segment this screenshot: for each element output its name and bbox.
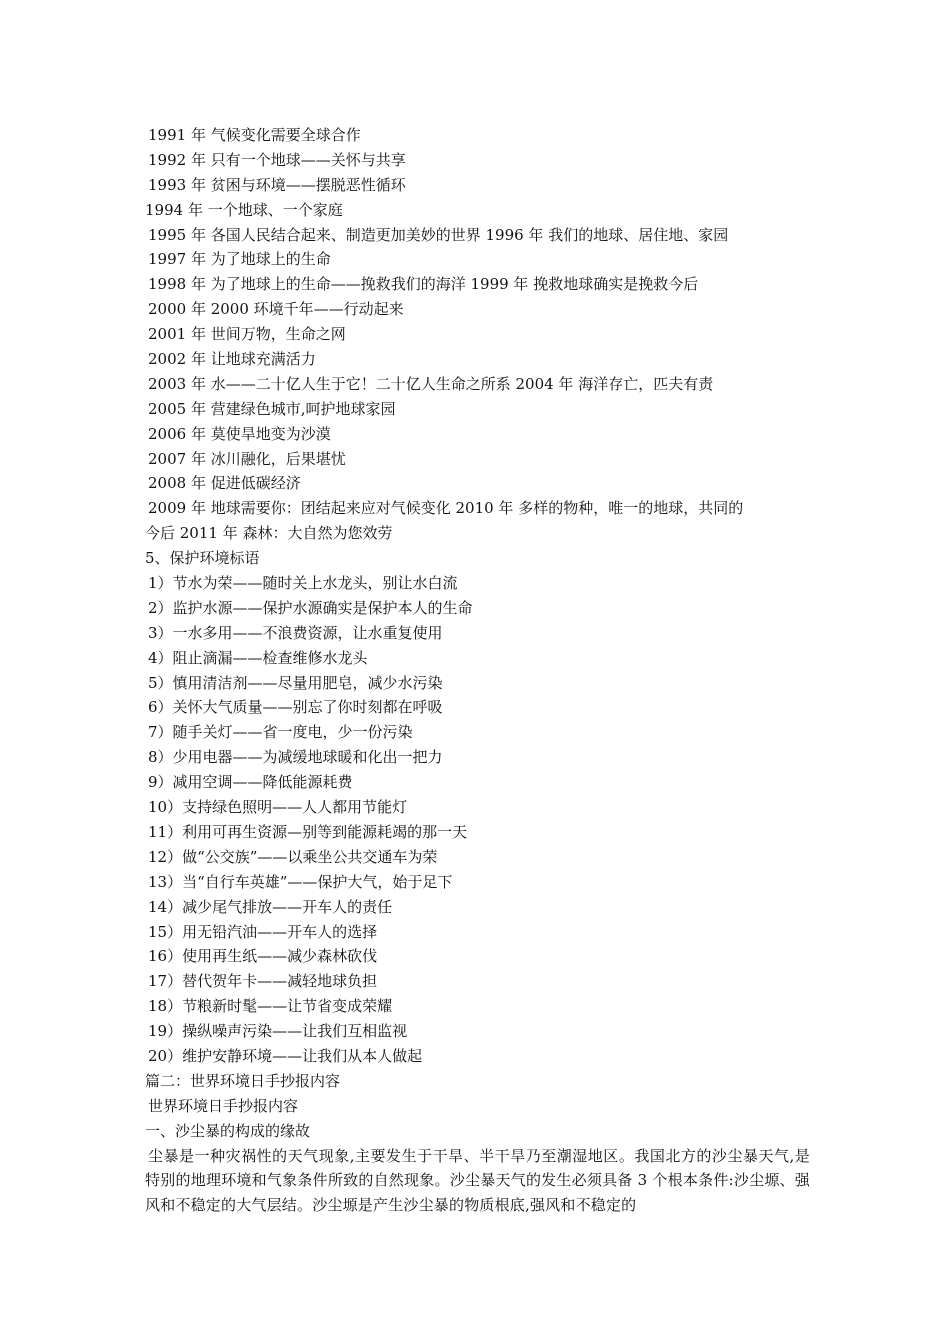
text-line: 2005 年 营建绿色城市,呵护地球家园 <box>148 399 396 418</box>
list-item: 15）用无铅汽油——开车人的选择 <box>148 922 378 941</box>
list-item: 8）少用电器——为减缓地球暖和化出一把力 <box>148 748 443 767</box>
list-item: 2）监护水源——保护水源确实是保护本人的生命 <box>148 598 473 617</box>
list-item: 18）节粮新时髦——让节省变成荣耀 <box>148 997 393 1016</box>
list-item: 14）减少尾气排放——开车人的责任 <box>148 897 393 916</box>
text-line: 2008 年 促进低碳经济 <box>148 474 301 493</box>
list-item: 19）操纵噪声污染——让我们互相监视 <box>148 1022 408 1041</box>
section-title: 世界环境日手抄报内容 <box>148 1096 299 1115</box>
section-heading: 5、保护环境标语 <box>145 549 260 568</box>
list-item: 10）支持绿色照明——人人都用节能灯 <box>148 798 408 817</box>
list-item: 20）维护安静环境——让我们从本人做起 <box>148 1046 423 1065</box>
text-line: 2003 年 水——二十亿人生于它！二十亿人生命之所系 2004 年 海洋存亡，匹夫有责 <box>148 374 714 393</box>
text-line: 2002 年 让地球充满活力 <box>148 350 316 369</box>
text-line: 1994 年 一个地球、一个家庭 <box>145 200 343 219</box>
list-item: 7）随手关灯——省一度电，少一份污染 <box>148 723 413 742</box>
text-line: 1992 年 只有一个地球——关怀与共享 <box>148 150 406 169</box>
text-line: 2007 年 冰川融化，后果堪忧 <box>148 449 346 468</box>
text-line: 1995 年 各国人民结合起来、制造更加美妙的世界 1996 年 我们的地球、居住地、家园 <box>148 225 729 244</box>
text-line: 2001 年 世间万物，生命之网 <box>148 325 346 344</box>
list-item: 4）阻止滴漏——检查维修水龙头 <box>148 648 368 667</box>
list-item: 5）慎用清洁剂——尽量用肥皂，减少水污染 <box>148 673 443 692</box>
document-body <box>145 123 810 1218</box>
list-item: 17）替代贺年卡——减轻地球负担 <box>148 972 378 991</box>
list-item: 11）利用可再生资源—别等到能源耗竭的那一天 <box>148 822 468 841</box>
section-heading: 一、沙尘暴的构成的缘故 <box>145 1121 311 1140</box>
list-item: 3）一水多用——不浪费资源，让水重复使用 <box>148 623 443 642</box>
text-line: 2006 年 莫使旱地变为沙漠 <box>148 424 331 443</box>
list-item: 13）当“自行车英雄”——保护大气，始于足下 <box>148 872 453 891</box>
list-item: 1）节水为荣——随时关上水龙头，别让水白流 <box>148 574 458 593</box>
list-item: 9）减用空调——降低能源耗费 <box>148 773 353 792</box>
text-line: 1998 年 为了地球上的生命——挽救我们的海洋 1999 年 挽救地球确实是挽救今后 <box>148 275 699 294</box>
list-item: 16）使用再生纸——减少森林砍伐 <box>148 947 378 966</box>
text-line: 1991 年 气候变化需要全球合作 <box>148 126 361 144</box>
list-item: 12）做“公交族”——以乘坐公共交通车为荣 <box>148 847 438 866</box>
list-item: 6）关怀大气质量——别忘了你时刻都在呼吸 <box>148 698 443 717</box>
text-line: 1997 年 为了地球上的生命 <box>148 250 331 269</box>
text-line: 2009 年 地球需要你：团结起来应对气候变化 2010 年 多样的物种，唯一的地球，共同的 <box>148 499 744 518</box>
body-paragraph: 尘暴是一种灾祸性的天气现象,主要发生于干旱、半干旱乃至潮湿地区。我国北方的沙尘暴天气,是特别的地理环境和气象条件所致的自然现象。沙尘暴天气的发生必须具备 3 个根本条件:沙尘塬、强风和不稳定的大气层结。沙尘塬是产生沙尘暴的物质根底,强风和不稳定的 <box>145 1146 810 1215</box>
text-line: 今后 2011 年 森林：大自然为您效劳 <box>145 524 393 543</box>
text-line: 2000 年 2000 环境千年——行动起来 <box>148 300 404 319</box>
text-line: 1993 年 贫困与环境——摆脱恶性循环 <box>148 175 406 194</box>
section-heading: 篇二：世界环境日手抄报内容 <box>145 1071 341 1090</box>
